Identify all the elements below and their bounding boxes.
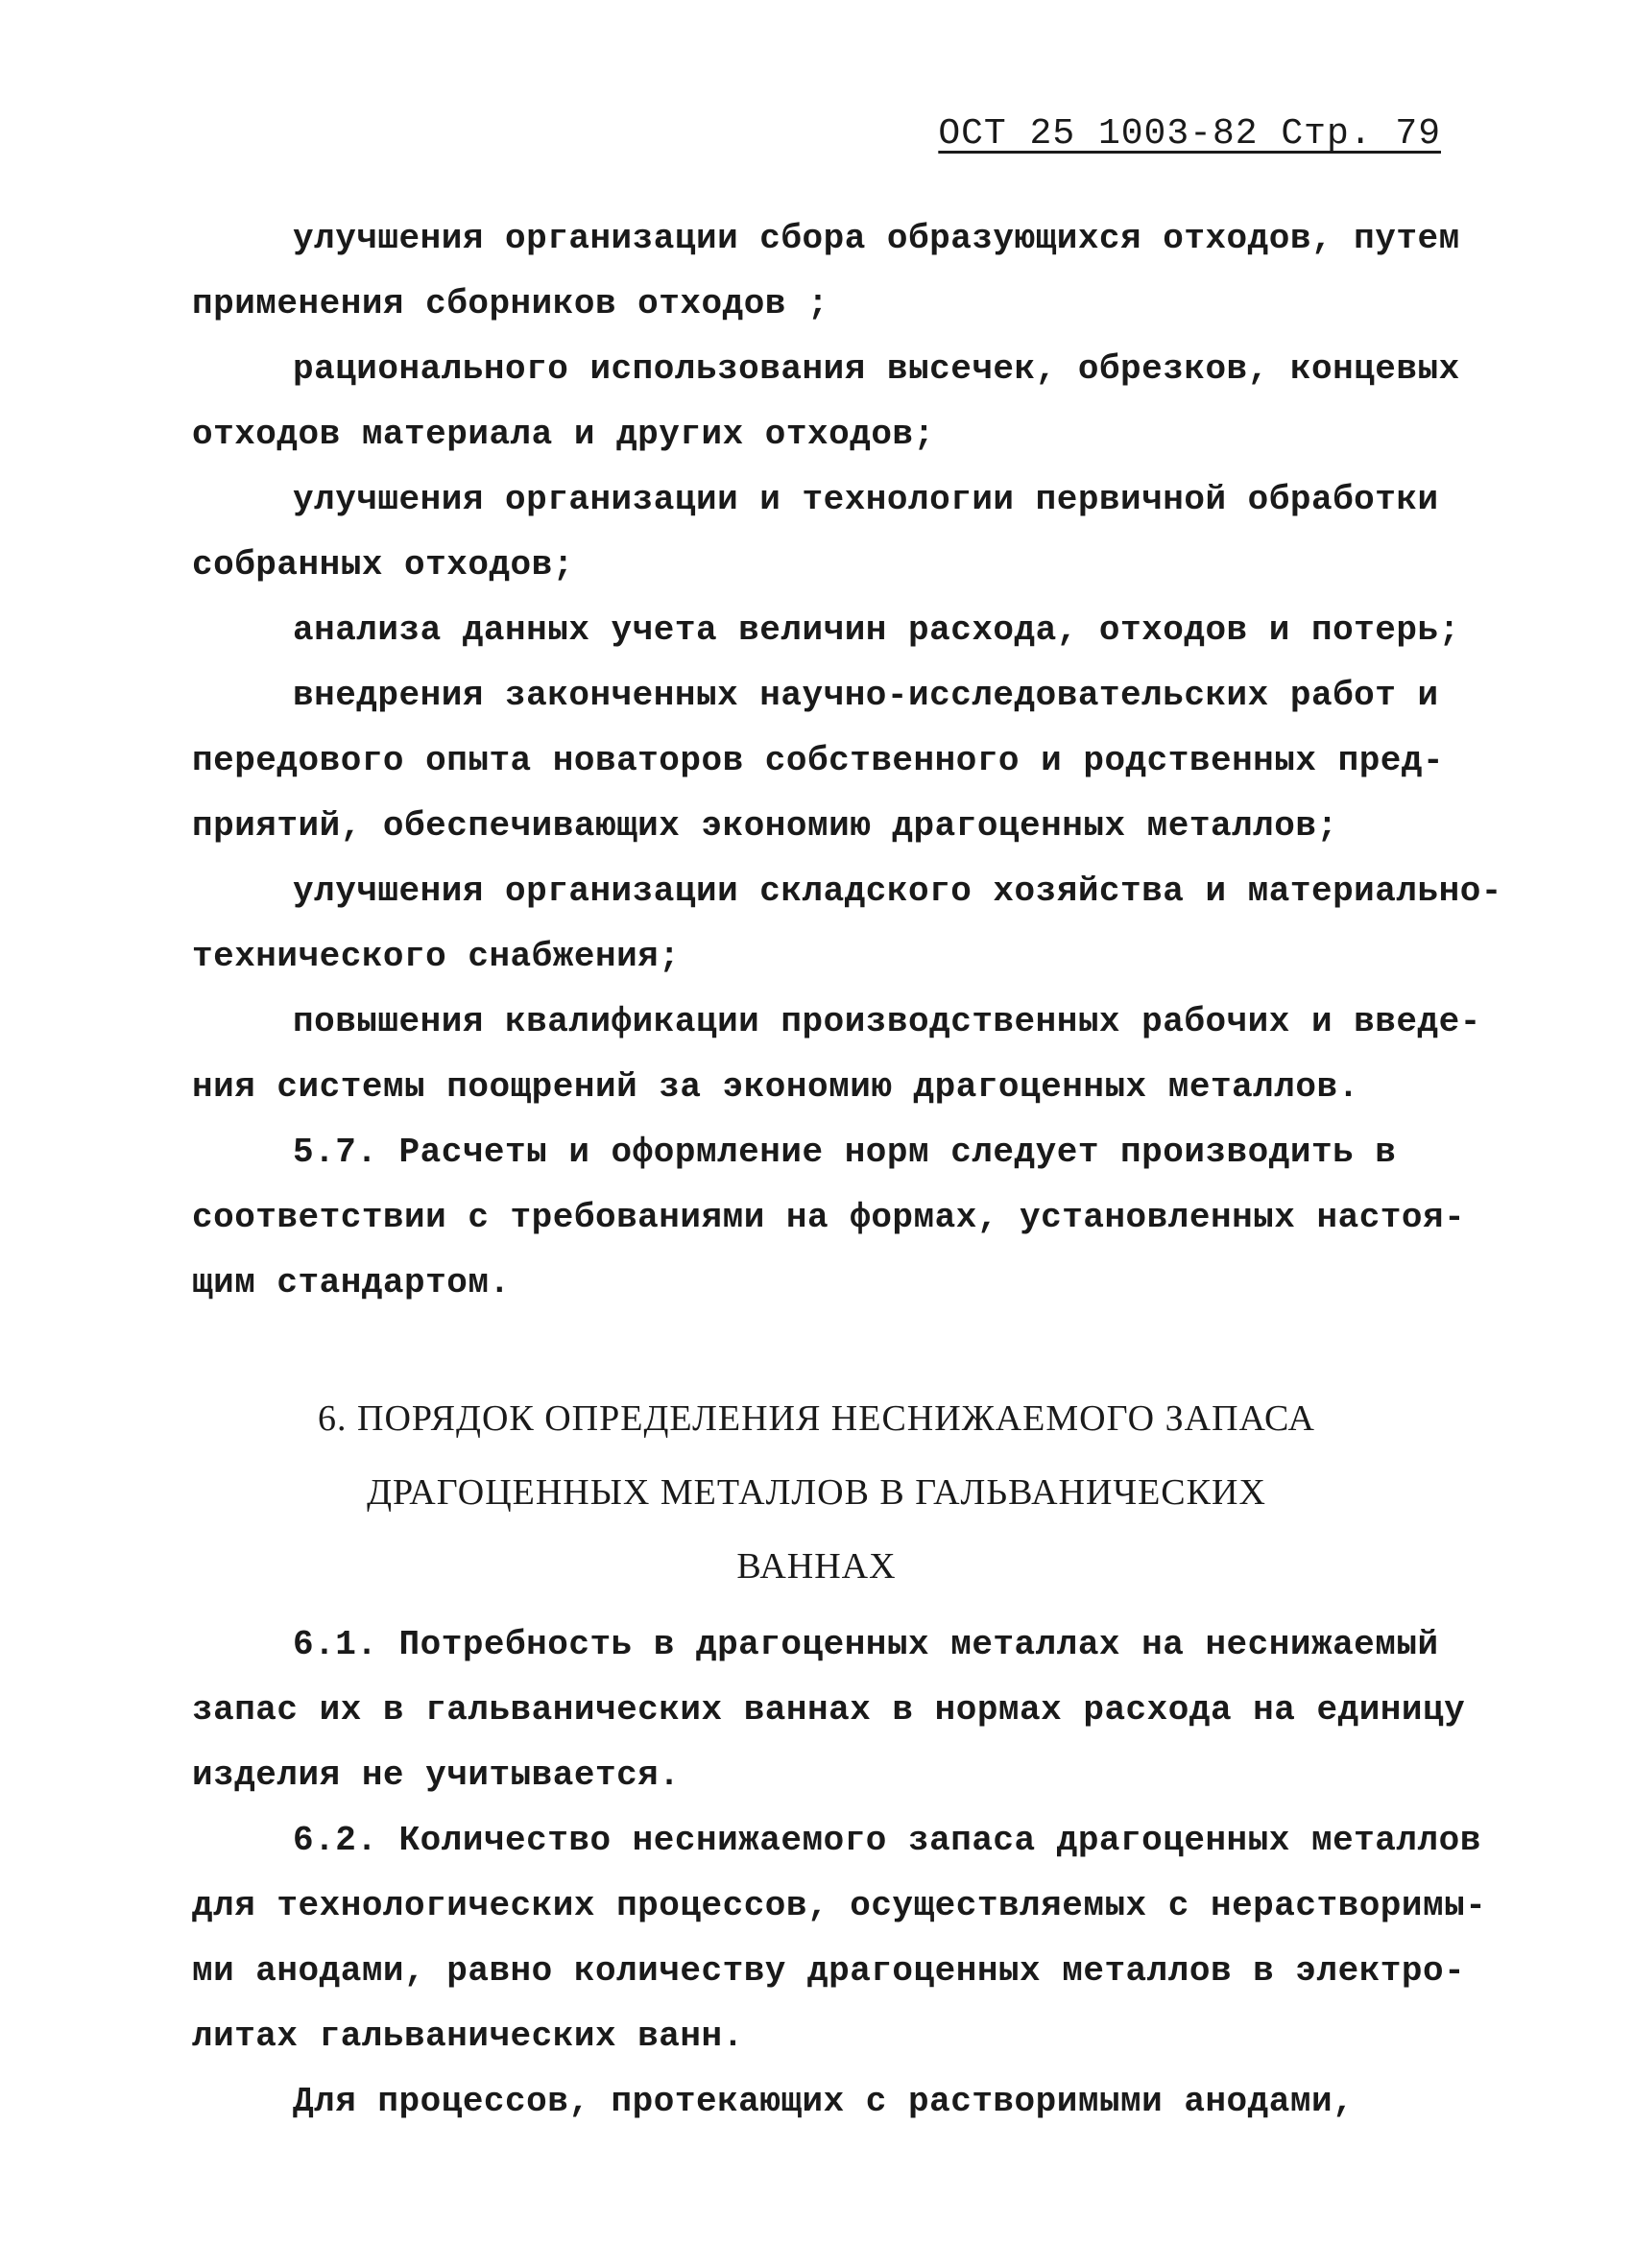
body-text <box>192 206 1502 1316</box>
text-line: ми анодами, равно количеству драгоценных металлов в электро- <box>192 1951 1466 1991</box>
text-line: соответствии с требованиями на формах, установленных настоя- <box>192 1198 1466 1237</box>
text-line: 5.7. Расчеты и оформление норм следует производить в <box>293 1133 1397 1172</box>
section-heading-line: ВАННАХ <box>736 1546 897 1587</box>
text-line: для технологических процессов, осуществляемых с нерастворимы- <box>192 1886 1487 1925</box>
text-line: 6.2. Количество неснижаемого запаса драгоценных металлов <box>293 1821 1481 1860</box>
text-line: внедрения законченных научно-исследовательских работ и <box>293 676 1439 715</box>
text-line: технического снабжения; <box>192 937 681 976</box>
text-line: 6.1. Потребность в драгоценных металлах на неснижаемый <box>293 1625 1439 1664</box>
text-line: повышения квалификации производственных рабочих и введе- <box>293 1002 1481 1041</box>
section-heading-line: 6. ПОРЯДОК ОПРЕДЕЛЕНИЯ НЕСНИЖАЕМОГО ЗАПАСА <box>318 1398 1315 1439</box>
text-line: улучшения организации сбора образующихся отходов, путем <box>293 219 1460 258</box>
text-line: улучшения организации и технологии первичной обработки <box>293 480 1439 519</box>
section-heading-line: ДРАГОЦЕННЫХ МЕТАЛЛОВ В ГАЛЬВАНИЧЕСКИХ <box>367 1472 1266 1513</box>
text-line: отходов материала и других отходов; <box>192 415 935 454</box>
text-line: Для процессов, протекающих с растворимыми анодами, <box>293 2082 1355 2121</box>
text-line: приятий, обеспечивающих экономию драгоценных металлов; <box>192 806 1338 846</box>
page-header: ОСТ 25 1003-82 Стр. 79 <box>938 113 1441 155</box>
section-heading <box>0 1382 1633 1604</box>
text-line: запас их в гальванических ваннах в нормах расхода на единицу <box>192 1690 1466 1730</box>
text-line: передового опыта новаторов собственного и родственных пред- <box>192 741 1445 780</box>
text-line: щим стандартом. <box>192 1263 511 1302</box>
text-line: литах гальванических ванн. <box>192 2017 744 2056</box>
text-line: собранных отходов; <box>192 545 574 585</box>
text-line: изделия не учитывается. <box>192 1755 681 1795</box>
text-line: рационального использования высечек, обрезков, концевых <box>293 349 1460 389</box>
text-line: анализа данных учета величин расхода, отходов и потерь; <box>293 610 1460 650</box>
section-body-text <box>192 1612 1487 2135</box>
text-line: применения сборников отходов ; <box>192 284 829 323</box>
text-line: ния системы поощрений за экономию драгоценных металлов. <box>192 1067 1359 1107</box>
text-line: улучшения организации складского хозяйства и материально- <box>293 871 1502 911</box>
